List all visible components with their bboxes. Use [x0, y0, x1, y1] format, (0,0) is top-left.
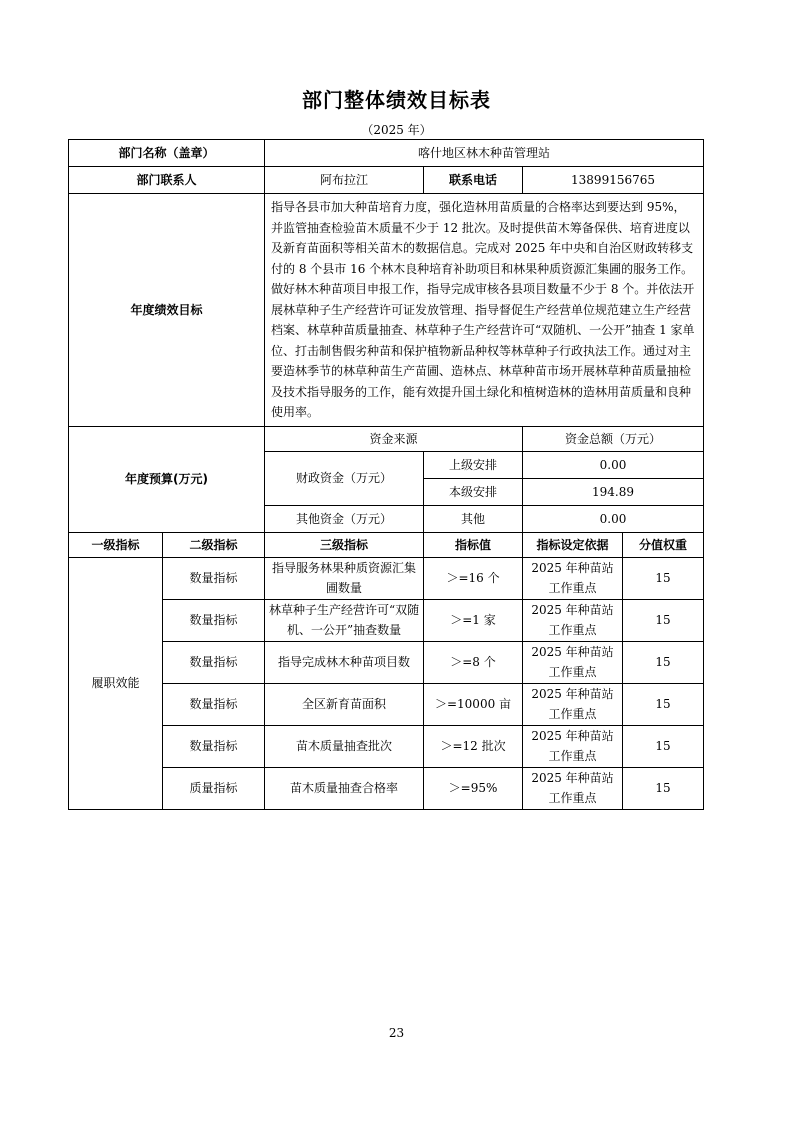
indicator-basis: 2025 年种苗站工作重点 — [523, 725, 623, 767]
level3-indicator: 苗木质量抽查批次 — [265, 725, 424, 767]
level2-indicator: 数量指标 — [163, 557, 265, 599]
indicator-value: ＞=10000 亩 — [424, 683, 523, 725]
table-row — [69, 725, 704, 767]
table-row — [69, 641, 704, 683]
local-allocation-value: 194.89 — [523, 478, 704, 505]
upper-allocation-label: 上级安排 — [424, 451, 523, 478]
indicator-weight: 15 — [623, 599, 704, 641]
contact-value: 阿布拉江 — [265, 167, 424, 194]
budget-label: 年度预算(万元) — [69, 426, 265, 532]
upper-allocation-value: 0.00 — [523, 451, 704, 478]
phone-value: 13899156765 — [523, 167, 704, 194]
page-number: 23 — [388, 1026, 405, 1040]
indicator-weight: 15 — [623, 641, 704, 683]
indicator-basis: 2025 年种苗站工作重点 — [523, 641, 623, 683]
level3-indicator: 林草种子生产经营许可“双随机、一公开”抽查数量 — [265, 599, 424, 641]
fiscal-fund-label: 财政资金（万元） — [265, 451, 424, 505]
level2-indicator: 数量指标 — [163, 725, 265, 767]
header-basis: 指标设定依据 — [523, 532, 623, 557]
table-row — [69, 767, 704, 809]
table-row — [69, 683, 704, 725]
local-allocation-label: 本级安排 — [424, 478, 523, 505]
level3-indicator: 全区新育苗面积 — [265, 683, 424, 725]
other-fund-label: 其他资金（万元） — [265, 505, 424, 532]
level2-indicator: 质量指标 — [163, 767, 265, 809]
level3-indicator: 苗木质量抽查合格率 — [265, 767, 424, 809]
indicator-value: ＞=12 批次 — [424, 725, 523, 767]
table-row — [69, 599, 704, 641]
indicator-basis: 2025 年种苗站工作重点 — [523, 767, 623, 809]
indicator-value: ＞=95% — [424, 767, 523, 809]
level1-indicator: 履职效能 — [69, 557, 163, 809]
fund-source-header: 资金来源 — [265, 426, 523, 451]
fund-total-header: 资金总额（万元） — [523, 426, 704, 451]
dept-name-label: 部门名称（盖章） — [69, 140, 265, 167]
level2-indicator: 数量指标 — [163, 599, 265, 641]
header-level1: 一级指标 — [69, 532, 163, 557]
goal-text: 指导各县市加大种苗培育力度，强化造林用苗质量的合格率达到要达到 95%，并监管抽查检验苗木质量不少于 12 批次。及时提供苗木筹备保供、培育进度以及新育苗面积等相关苗木的数据信息。完成对 2025 年中央和自治区财政转移支付的 8 个县市 16 个林木良种培育补助项目和林果种质资源汇集圃的服务工作。做好林木种苗项目申报工作，指导完成审核各县项目数量不少于 8 个。并依法开展林草种子生产经营许可证发放管理、指导督促生产经营单位规范建立生产经营档案、林草种苗质量抽查、林草种子生产经营许可“双随机、一公开”抽查 1 家单位、打击制售假劣种苗和保护植物新品种权等林草种子行政执法工作。通过对主要造林季节的林草种苗生产苗圃、造林点、林草种苗市场开展林草种苗质量抽检及技术指导服务的工作，能有效提升国土绿化和植树造林的造林用苗质量和良种使用率。 — [265, 194, 704, 427]
indicator-weight: 15 — [623, 725, 704, 767]
header-value: 指标值 — [424, 532, 523, 557]
contact-label: 部门联系人 — [69, 167, 265, 194]
goal-label: 年度绩效目标 — [69, 194, 265, 427]
phone-label: 联系电话 — [424, 167, 523, 194]
level3-indicator: 指导服务林果种质资源汇集圃数量 — [265, 557, 424, 599]
performance-table — [68, 139, 704, 810]
other-fund-value: 0.00 — [523, 505, 704, 532]
indicator-weight: 15 — [623, 767, 704, 809]
table-row — [69, 557, 704, 599]
level2-indicator: 数量指标 — [163, 641, 265, 683]
indicator-weight: 15 — [623, 557, 704, 599]
indicator-value: ＞=8 个 — [424, 641, 523, 683]
indicator-basis: 2025 年种苗站工作重点 — [523, 683, 623, 725]
indicator-value: ＞=1 家 — [424, 599, 523, 641]
indicator-value: ＞=16 个 — [424, 557, 523, 599]
level3-indicator: 指导完成林木种苗项目数 — [265, 641, 424, 683]
indicator-weight: 15 — [623, 683, 704, 725]
year-label: （2025 年） — [361, 123, 432, 137]
page-title: 部门整体绩效目标表 — [302, 88, 491, 112]
level2-indicator: 数量指标 — [163, 683, 265, 725]
indicator-basis: 2025 年种苗站工作重点 — [523, 599, 623, 641]
dept-name-value: 喀什地区林木种苗管理站 — [265, 140, 704, 167]
header-level2: 二级指标 — [163, 532, 265, 557]
other-fund-sub-label: 其他 — [424, 505, 523, 532]
header-weight: 分值权重 — [623, 532, 704, 557]
indicator-basis: 2025 年种苗站工作重点 — [523, 557, 623, 599]
header-level3: 三级指标 — [265, 532, 424, 557]
